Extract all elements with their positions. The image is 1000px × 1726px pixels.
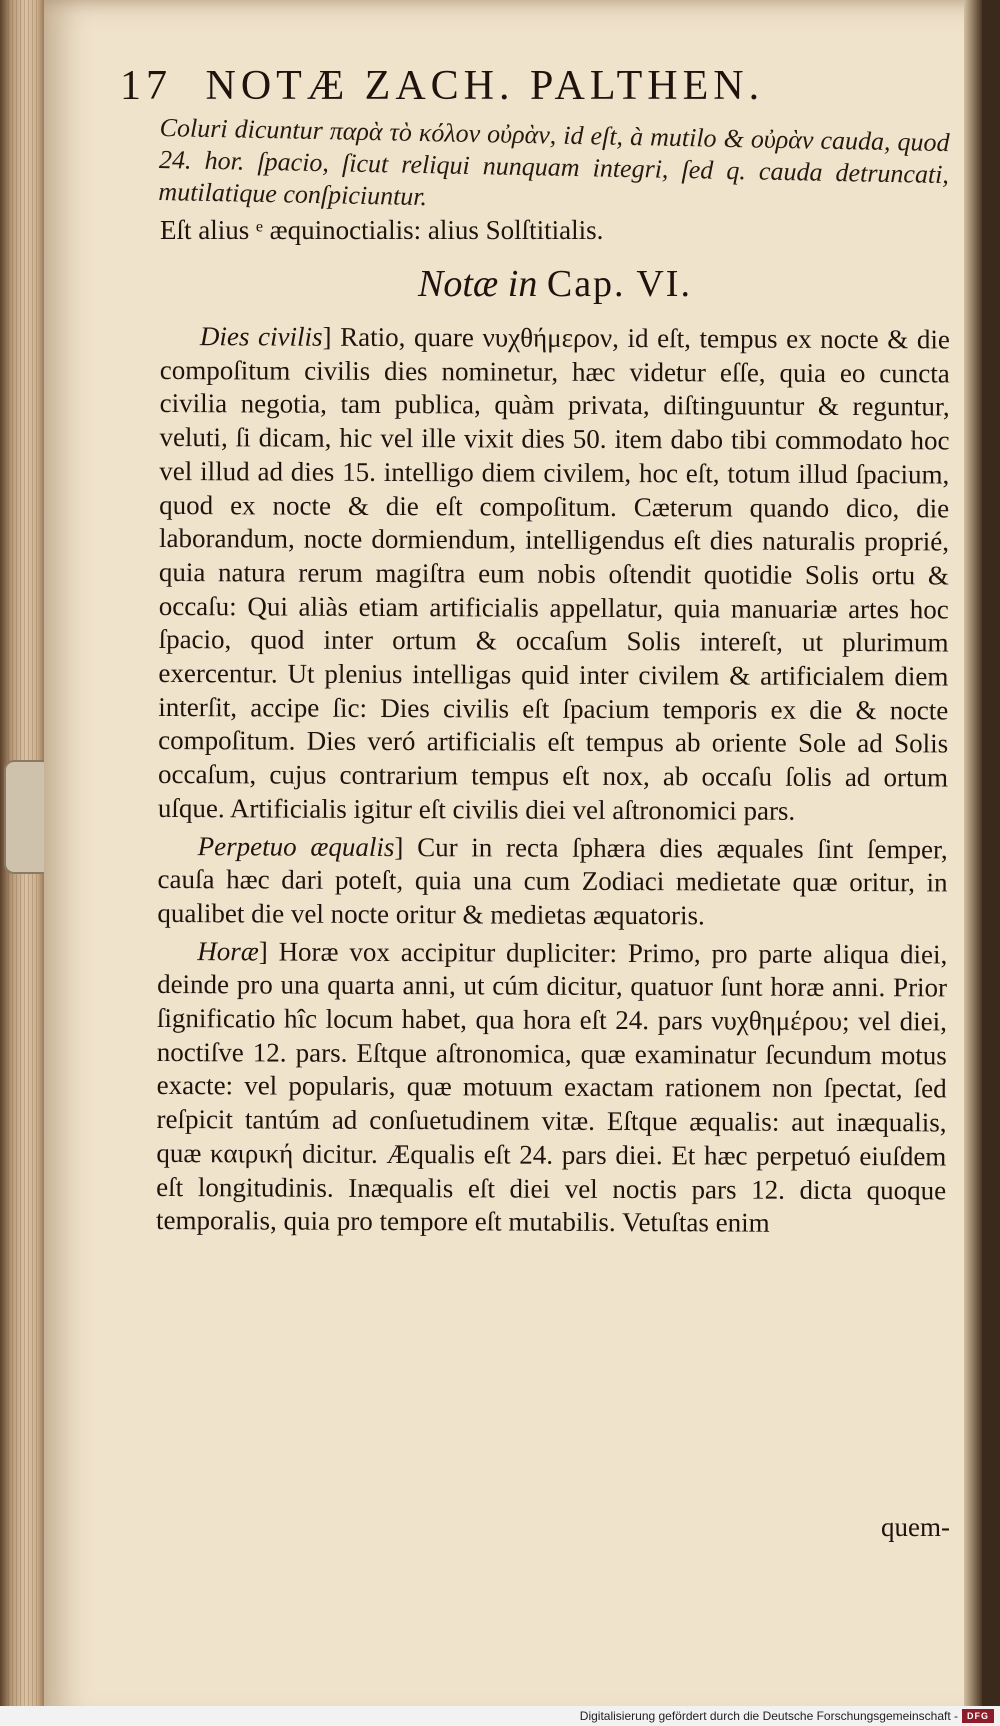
coluri-note <box>158 112 950 223</box>
note-paragraph <box>157 830 947 935</box>
aequinoctialis-line <box>160 214 950 248</box>
aequinoctialis-text: Eſt alius ᵉ æquinoctialis: alius Solſtitialis. <box>160 215 604 245</box>
heading-italic: Notæ in <box>418 263 538 305</box>
folio-number: 17 <box>120 63 172 109</box>
page-gutter-shadow <box>964 0 982 1726</box>
digitization-footer <box>0 1706 1000 1726</box>
coluri-note-text: Coluri dicuntur παρὰ τὸ κόλον οὐρὰν, id eſt, à mutilo & οὐρὰν cauda, quod 24. hor. ſpacio, ſicut reliqui nunquam integri, ſed q. cauda detruncati, mutilatique conſpiciuntur. <box>158 112 950 212</box>
dfg-logo: DFG <box>962 1709 994 1723</box>
catchword: quem- <box>881 1512 950 1542</box>
running-title: NOTÆ ZACH. PALTHEN. <box>205 63 765 109</box>
section-heading <box>160 262 950 312</box>
note-paragraph <box>156 935 947 1242</box>
note-paragraph <box>158 320 950 829</box>
running-header <box>120 62 940 114</box>
note-lemma: Dies civilis <box>199 321 323 352</box>
notes-body <box>156 320 950 1241</box>
note-lemma: Horæ <box>197 935 259 967</box>
footer-text: Digitalisierung gefördert durch die Deutsche Forschungsgemeinschaft - <box>579 1709 958 1723</box>
note-text: ] Horæ vox accipitur dupliciter: Primo, pro parte aliqua diei, deinde pro una quarta anni, ut cúm dicitur, quatuor ſunt horæ anni. Prior ſignificatio hîc locum habet, qua hora eſt 24. pars νυχθημέρου; vel diei, noctiſve 12. pars. Eſtque aſtronomica, quæ examinatur ſecundum motus exacte: vel popularis, quæ motuum exactam rationem non ſpectat, ſed reſpicit tantúm ad conſuetudinem vitæ. Eſtque æqualis: aut inæqualis, quæ καιρική dicitur. Æqualis eſt 24. pars diei. Et hæc perpetuó eiuſdem eſt longitudinis. Inæqualis eſt diei vel noctis pars 12. dicta quoque temporalis, quia pro tempore eſt mutabilis. Vetuſtas enim <box>156 936 948 1238</box>
note-text: ] Cur in recta ſphæra dies æquales ſint ſemper, cauſa hæc dari poteſt, quia una cum Zodiaci medietate quæ oritur, in qualibet die vel nocte oritur & medietas æquatoris. <box>157 831 948 931</box>
heading-caps: Cap. VI. <box>546 263 692 305</box>
note-lemma: Perpetuo æqualis <box>197 830 395 862</box>
note-text: ] Ratio, quare νυχθήμερον, id eſt, tempus ex nocte & die compoſitum civilis dies nominetur, hæc videtur eſſe, quia eo cuncta civilia negotia, tam publica, quàm privata, diſtinguuntur & reguntur, veluti, ſi dicam, hic vel ille vixit dies 50. item dabo tibi commodato hoc vel illud ad dies 15. intelligo diem civilem, hoc eſt, totum illud ſpacium, quod ex nocte & die eſt compoſitum. Cæterum quando dico, die laborandum, nocte dormiendum, intelligendus eſt dies naturalis proprié, quia natura rerum magiſtra eum nobis oſtendit quotidie Solis ortu & occaſu: Qui aliàs etiam artificialis appellatur, quia manuariæ artes hoc ſpacio, quod inter ortum & occaſum Solis intereſt, ut plurimum exercentur. Ut plenius intelligas quid inter civilem & artificialem diem interſit, accipe ſic: Dies civilis eſt ſpacium temporis ex die & nocte compoſitum. Dies veró artificialis eſt tempus ab oriente Sole ad Solis occaſum, cujus contrarium tempus eſt nox, ab occaſu ſolis ad ortum uſque. Artificialis igitur eſt civilis diei vel aſtronomici pars. <box>157 321 950 826</box>
